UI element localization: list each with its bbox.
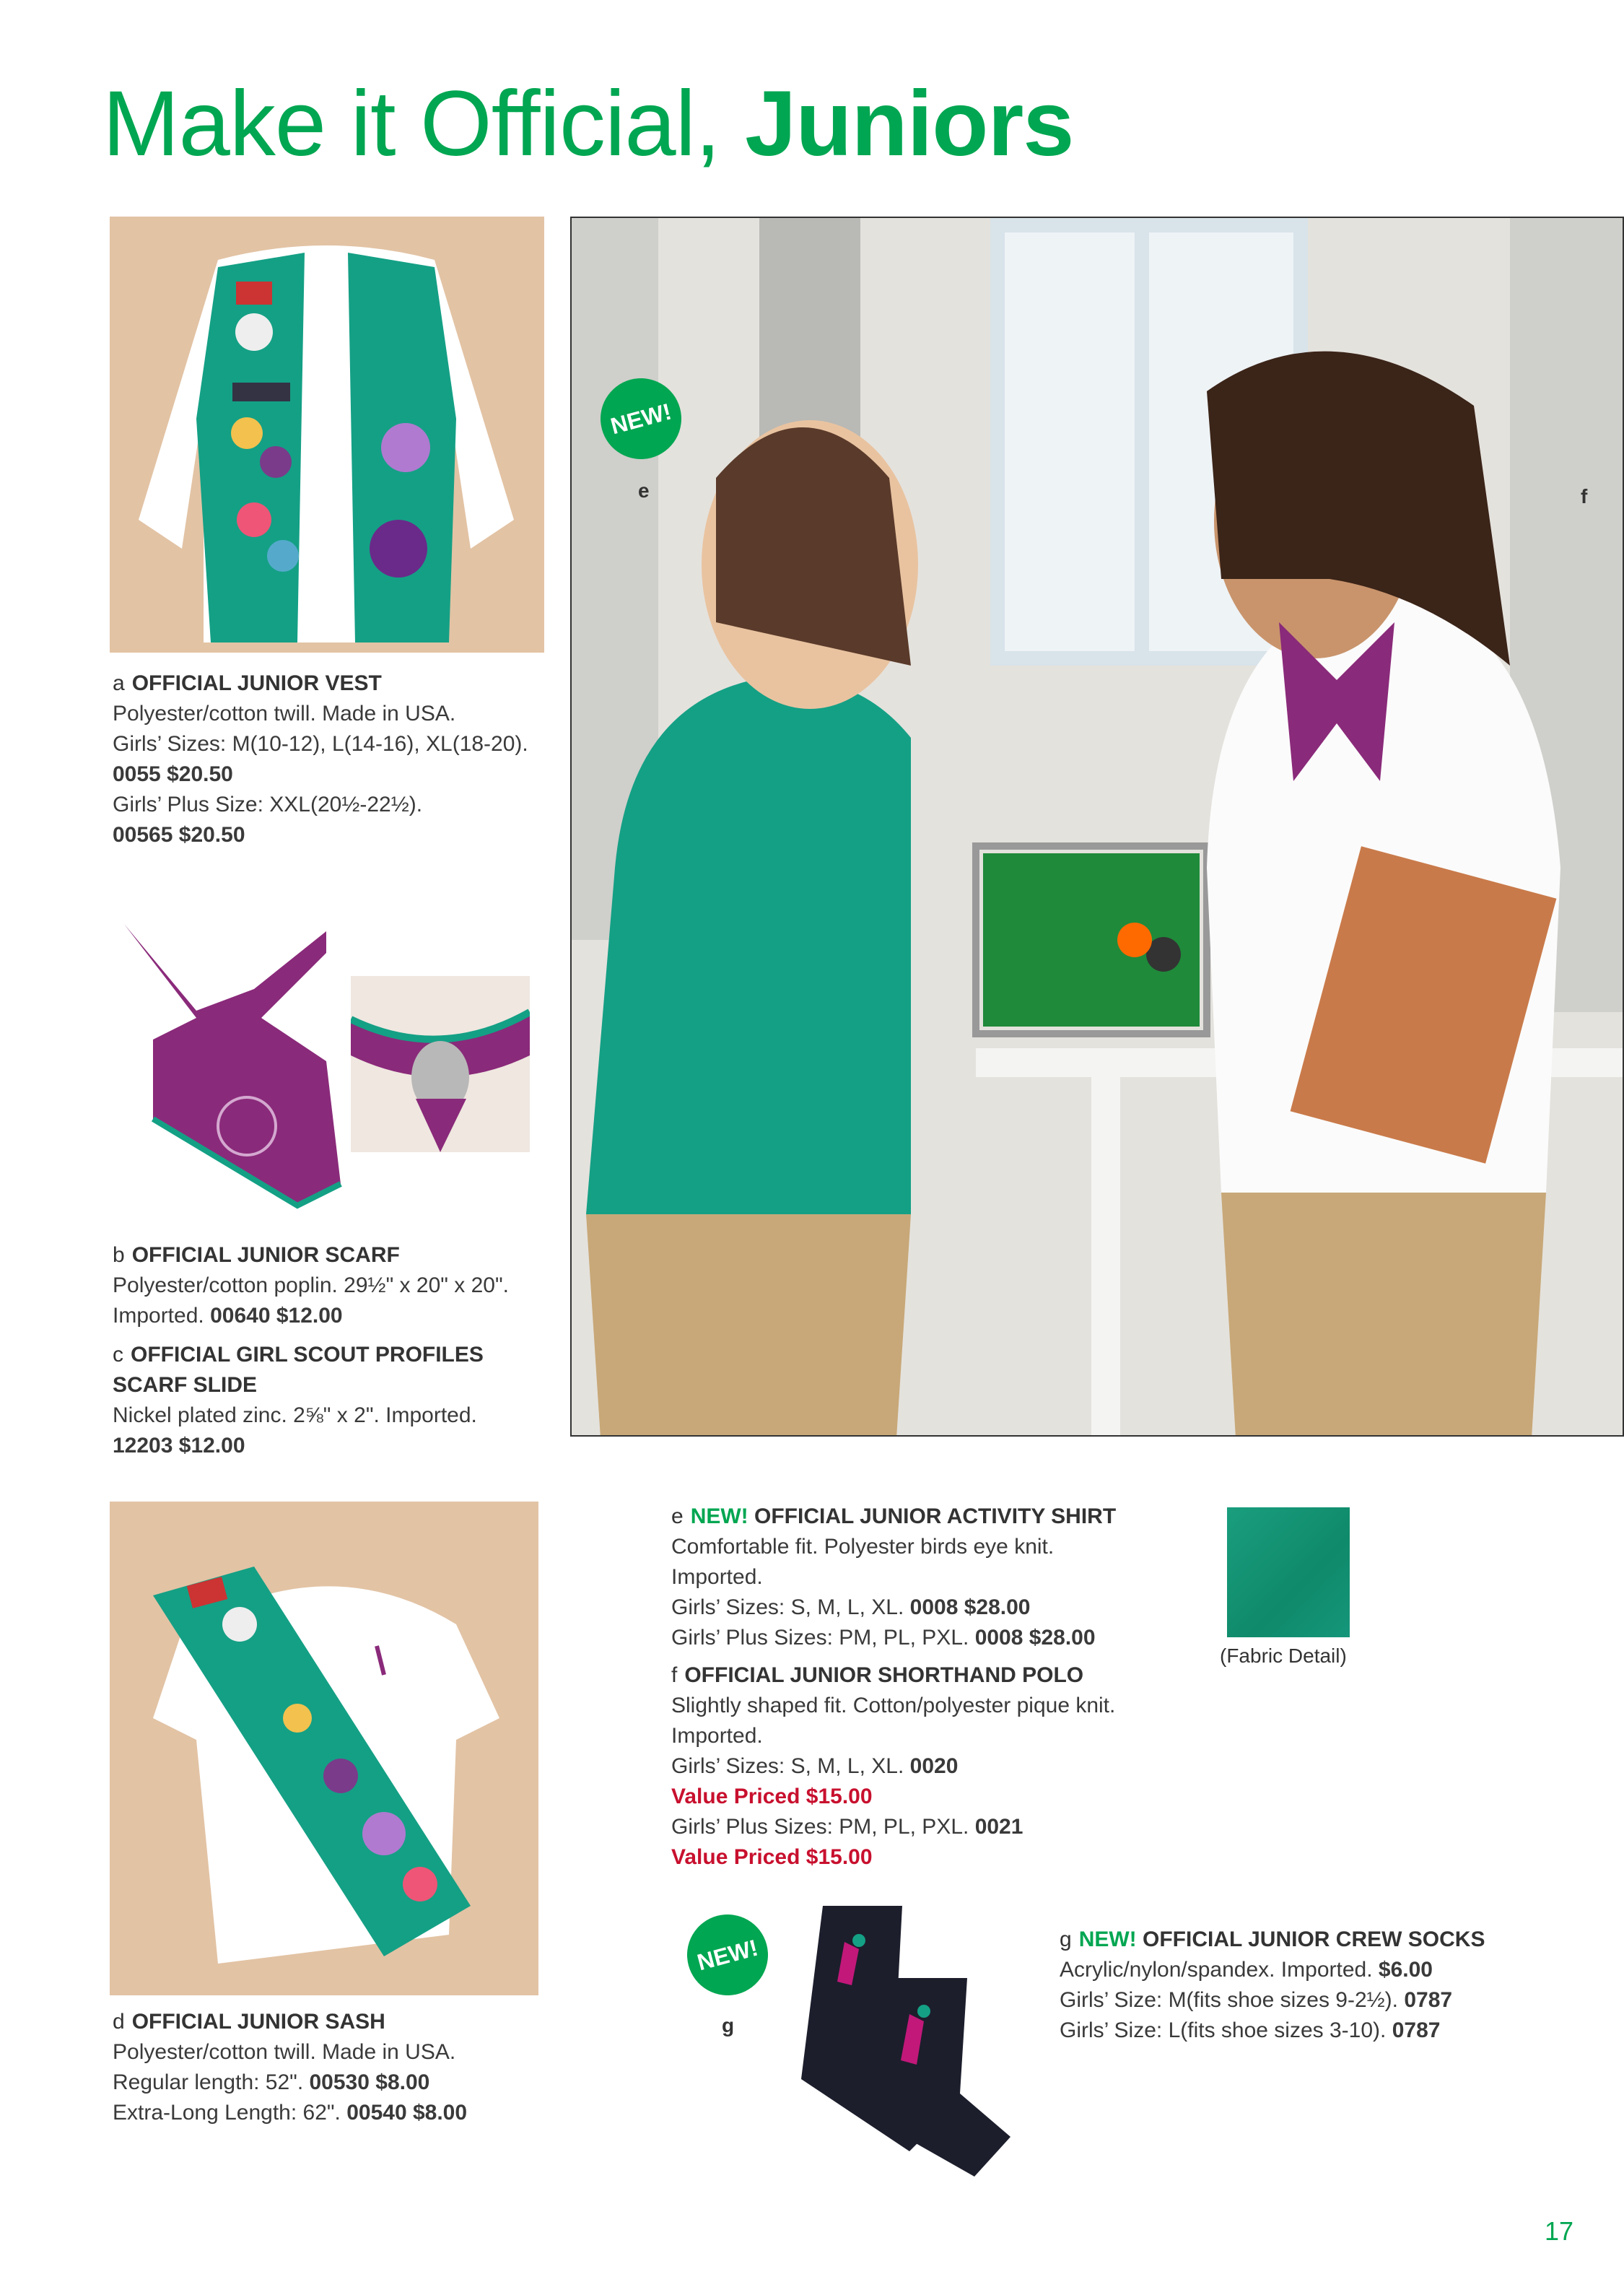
sash-photo (110, 1502, 538, 1995)
item-name: OFFICIAL GIRL SCOUT PROFILES (131, 1343, 484, 1367)
item-name: OFFICIAL JUNIOR ACTIVITY SHIRT (754, 1504, 1117, 1528)
scarf-illustration (110, 910, 348, 1213)
item-regular: Regular length: 52". (113, 2070, 304, 2094)
item-letter: f (671, 1663, 678, 1687)
item-desc: Acrylic/nylon/spandex. Imported. (1060, 1958, 1373, 1982)
photo-label-e: e (638, 479, 650, 502)
sash-illustration (110, 1502, 538, 1995)
fabric-swatch (1227, 1507, 1350, 1637)
item-desc: Slightly shaped fit. Cotton/polyester pique knit. (671, 1694, 1116, 1717)
photo-label-g: g (722, 2014, 735, 2036)
item-origin: Imported. (113, 1304, 204, 1328)
scarf-photo (110, 910, 348, 1213)
item-name: OFFICIAL JUNIOR SCARF (131, 1243, 400, 1267)
item-letter: c (113, 1343, 123, 1367)
item-desc: Polyester/cotton poplin. 29½" x 20" x 20". (113, 1273, 509, 1297)
vest-photo (110, 217, 544, 653)
item-name: OFFICIAL JUNIOR SHORTHAND POLO (684, 1663, 1084, 1687)
item-price: 00530 $8.00 (309, 2070, 430, 2094)
item-sizes: Girls’ Sizes: S, M, L, XL. (671, 1595, 904, 1619)
title-bold: Juniors (745, 72, 1074, 175)
item-letter: e (671, 1504, 684, 1528)
value-price: Value Priced $15.00 (671, 1785, 873, 1808)
fabric-caption: (Fabric Detail) (1220, 1644, 1347, 1667)
item-name-2: SCARF SLIDE (113, 1373, 258, 1397)
scarf-slide-illustration (351, 976, 530, 1152)
item-name: OFFICIAL JUNIOR CREW SOCKS (1143, 1927, 1485, 1951)
item-price: 0008 $28.00 (909, 1595, 1031, 1619)
item-sizes: Girls’ Sizes: M(10-12), L(14-16), XL(18-20). (113, 732, 528, 756)
item-plus-sizes: Girls’ Plus Sizes: PM, PL, PXL. (671, 1626, 969, 1650)
item-letter: g (1060, 1927, 1072, 1951)
title-light: Make it Official, (102, 72, 746, 175)
item-f (671, 1660, 1220, 1873)
item-e (671, 1502, 1220, 1653)
badge-label: NEW! (694, 1934, 761, 1975)
item-g (1060, 1925, 1579, 2046)
item-plus-code: 0021 (974, 1815, 1023, 1839)
item-extralong: Extra-Long Length: 62". (113, 2101, 341, 2125)
badge-label: NEW! (608, 398, 674, 439)
scarf-slide-photo (351, 976, 530, 1152)
item-origin: Imported. (671, 1724, 763, 1748)
item-letter: a (113, 671, 125, 695)
photo-label-f: f (1581, 485, 1588, 507)
item-code-l: 0787 (1392, 2018, 1441, 2042)
value-price-plus: Value Priced $15.00 (671, 1845, 873, 1869)
item-plus-price: 0008 $28.00 (974, 1626, 1096, 1650)
new-tag: NEW! (690, 1504, 748, 1528)
item-plus-sizes: Girls’ Plus Sizes: PM, PL, PXL. (671, 1815, 969, 1839)
vest-illustration (110, 217, 544, 653)
item-size-l: Girls’ Size: L(fits shoe sizes 3-10). (1060, 2018, 1387, 2042)
item-price-extralong: 00540 $8.00 (346, 2101, 468, 2125)
item-origin: Imported. (671, 1565, 763, 1589)
item-d (113, 2007, 589, 2128)
item-price: 00640 $12.00 (210, 1304, 343, 1328)
item-price: 0055 $20.50 (113, 762, 233, 786)
models-photo (570, 217, 1624, 1437)
models-illustration (572, 218, 1624, 1437)
item-plus-price: 00565 $20.50 (113, 823, 245, 847)
item-name: OFFICIAL JUNIOR VEST (131, 671, 382, 695)
item-price: $6.00 (1378, 1958, 1433, 1982)
item-code: 0020 (909, 1754, 959, 1778)
item-c (113, 1340, 589, 1461)
item-desc: Polyester/cotton twill. Made in USA. (113, 2040, 456, 2064)
item-code-m: 0787 (1404, 1988, 1453, 2012)
new-tag: NEW! (1078, 1927, 1137, 1951)
item-sizes: Girls’ Sizes: S, M, L, XL. (671, 1754, 904, 1778)
item-size-m: Girls’ Size: M(fits shoe sizes 9-2½). (1060, 1988, 1398, 2012)
item-b (113, 1240, 589, 1331)
item-letter: d (113, 2010, 125, 2034)
item-plus-size: Girls’ Plus Size: XXL(20½-22½). (113, 793, 423, 816)
item-desc: Polyester/cotton twill. Made in USA. (113, 702, 456, 726)
item-desc: Comfortable fit. Polyester birds eye knit. (671, 1535, 1055, 1559)
item-name: OFFICIAL JUNIOR SASH (131, 2010, 385, 2034)
item-letter: b (113, 1243, 125, 1267)
page-number: 17 (1544, 2216, 1573, 2246)
item-a (113, 668, 575, 850)
page-title (102, 74, 1073, 175)
item-price: 12203 $12.00 (113, 1434, 245, 1458)
item-desc: Nickel plated zinc. 2⅝" x 2". Imported. (113, 1403, 477, 1427)
